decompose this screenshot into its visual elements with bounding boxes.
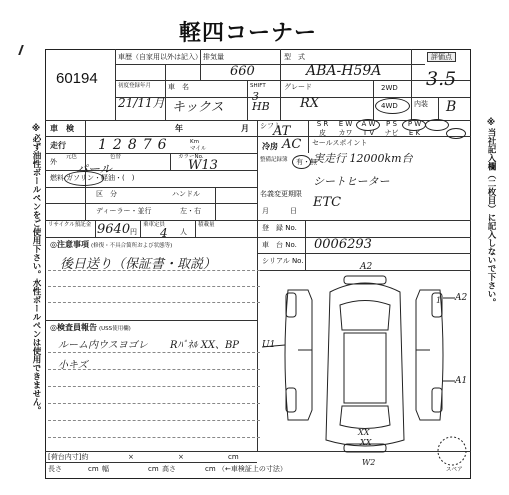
- sales-point-label: セールスポイント: [312, 139, 368, 147]
- ac-label: 冷房: [262, 142, 278, 151]
- inspector-line-3: 小キズ: [58, 360, 88, 371]
- dealer-label: ディーラー・並行: [96, 207, 152, 215]
- shift-label: SHIFT: [250, 83, 266, 89]
- sheet-title: 軽四コーナー: [179, 20, 318, 46]
- sales-point-line-1: 実走行 12000km台: [313, 152, 413, 165]
- cargo-dims-label: [荷台内寸]約: [48, 453, 89, 461]
- color-no-value: W13: [188, 158, 218, 173]
- height-cm: cm: [205, 465, 216, 473]
- handle-value: 左・右: [180, 207, 201, 215]
- displacement-label: 排気量: [203, 53, 224, 61]
- ac-value: AC: [282, 137, 302, 152]
- month-label: 月: [241, 124, 249, 133]
- lot-number: 60194: [56, 70, 98, 87]
- grade-value: RX: [300, 96, 320, 111]
- capacity-unit: 人: [180, 228, 187, 236]
- capacity-value: 4: [160, 226, 168, 240]
- cargo-cm: cm: [228, 453, 239, 461]
- cargo-capacity-label: 積載量: [198, 222, 215, 228]
- recycle-value: 9640: [97, 222, 131, 237]
- spare-tire: [438, 437, 466, 465]
- cargo-x-2: ×: [178, 453, 184, 461]
- mark-a2-right: A2: [455, 293, 468, 303]
- km-label: Km: [190, 139, 199, 145]
- equip-ew: E W: [338, 120, 353, 128]
- handle-label: ハンドル: [172, 190, 200, 198]
- score-value: 3.5: [426, 68, 457, 90]
- repaint-label: 色替: [110, 154, 122, 160]
- mark-w2: W2: [362, 458, 376, 467]
- grade-label: グレード: [284, 83, 312, 91]
- mark-xx-2: XX: [360, 438, 372, 447]
- orig-color-label: 元色: [66, 154, 78, 160]
- year-label: 年: [175, 124, 183, 133]
- fuel-value: ガソリン・軽油・( ): [66, 174, 135, 182]
- exterior-label: 外: [50, 158, 57, 166]
- chassis-label: 車 台 No.: [262, 241, 297, 249]
- drive-2wd: 2WD: [381, 84, 398, 92]
- width-label: 幅: [102, 465, 109, 473]
- color-value: パール: [76, 162, 112, 176]
- equip-aw: A W: [361, 120, 376, 128]
- equip-navi: ナビ: [384, 129, 399, 137]
- equip-sr: S R: [316, 120, 329, 128]
- inspector-header: ◎検査員報告 (USS使用欄): [50, 323, 131, 332]
- recycle-label: リサイクル預託金: [48, 222, 92, 228]
- drive-4wd: 4WD: [381, 102, 398, 110]
- capacity-label: 乗車定員: [143, 222, 166, 228]
- name-change-label: 名義変更期限: [260, 190, 302, 198]
- mark-a2-top: A2: [360, 262, 373, 272]
- car-body-outline: [326, 283, 404, 446]
- name-change-day: 日: [290, 207, 297, 215]
- mark-one: 1: [436, 296, 442, 305]
- first-reg-value: 21/11月: [118, 96, 165, 110]
- inspection-label: 車 検: [50, 124, 74, 133]
- record-book-value: 有・無: [296, 158, 317, 166]
- equip-kawa: カワ: [338, 129, 353, 137]
- car-rear-window: [340, 406, 390, 429]
- mark-u1-left: U1: [262, 340, 276, 350]
- model-value: ABA-H59A: [306, 63, 382, 79]
- mileage-value: 12876: [98, 137, 173, 153]
- equip-ek: E K: [408, 129, 421, 137]
- sales-point-line-2: シートヒーター: [313, 175, 390, 188]
- equip-leather: 皮: [319, 129, 326, 137]
- spare-label: スペア: [446, 467, 463, 473]
- equip-tv: T V: [362, 129, 375, 137]
- shift-type-value: AT: [273, 124, 291, 139]
- mileage-label: 走行: [50, 141, 66, 150]
- first-reg-label: 初度登録年月: [118, 83, 152, 89]
- chassis-value: 0006293: [314, 237, 372, 252]
- history-label: 車歴（自家用以外は記入）: [118, 53, 202, 61]
- length-label: 長さ: [48, 465, 62, 473]
- mark-xx-1: XX: [358, 428, 370, 437]
- car-name-value: キックス: [172, 100, 224, 115]
- fuel-label: 燃料: [50, 174, 64, 182]
- car-right-side: [416, 290, 443, 420]
- left-side-notice: ※必ず油性ボールペンをご使用下さい。水性ボールペンは使用できません。: [31, 124, 41, 415]
- car-roof: [344, 333, 386, 403]
- shift-type-label: シフト: [260, 122, 281, 130]
- shift-value: 3 HB: [252, 90, 270, 113]
- interior-score: B: [446, 99, 457, 115]
- equip-ps: P S: [386, 120, 397, 128]
- displacement-value: 660: [230, 64, 255, 79]
- length-cm: cm: [88, 465, 99, 473]
- car-left-side: [285, 290, 312, 420]
- notes-header: ◎注意事項 (修復・不具合箇所および状態等): [50, 240, 173, 249]
- interior-label: 内装: [414, 100, 428, 108]
- car-windshield: [340, 301, 390, 331]
- mile-label: マイル: [190, 146, 207, 152]
- inspector-line-1: ルーム内ウスヨゴレ: [58, 340, 148, 351]
- recycle-yen: 円: [130, 228, 137, 236]
- notes-line-1: 後日送り（保証書・取説）: [60, 257, 217, 272]
- mark-a1-right: A1: [455, 376, 468, 386]
- score-label: 評価点: [427, 52, 456, 62]
- car-name-label: 車 名: [168, 83, 189, 91]
- reg-no-label: 登 録 No.: [262, 224, 297, 232]
- cargo-x-1: ×: [128, 453, 134, 461]
- record-book-label: 整備記録簿: [260, 157, 288, 163]
- model-label: 型 式: [284, 53, 305, 61]
- seats-div-label: 区 分: [96, 190, 117, 198]
- right-side-notice: ※当社記入欄（二枚目）に記入しないで下さい。: [486, 118, 496, 307]
- registration-dims-note: （←車検証上の寸法）: [218, 465, 287, 473]
- name-change-month: 月: [262, 207, 269, 215]
- height-label: 高さ: [162, 465, 176, 473]
- equip-pw: P W: [407, 120, 422, 128]
- color-no-label: カラーNo.: [178, 154, 204, 160]
- width-cm: cm: [148, 465, 159, 473]
- sales-point-line-3: ETC: [313, 195, 342, 210]
- inspector-line-2: Rﾊﾟﾈﾙ XX、BP: [170, 340, 240, 351]
- serial-label: シリアル No.: [262, 257, 304, 265]
